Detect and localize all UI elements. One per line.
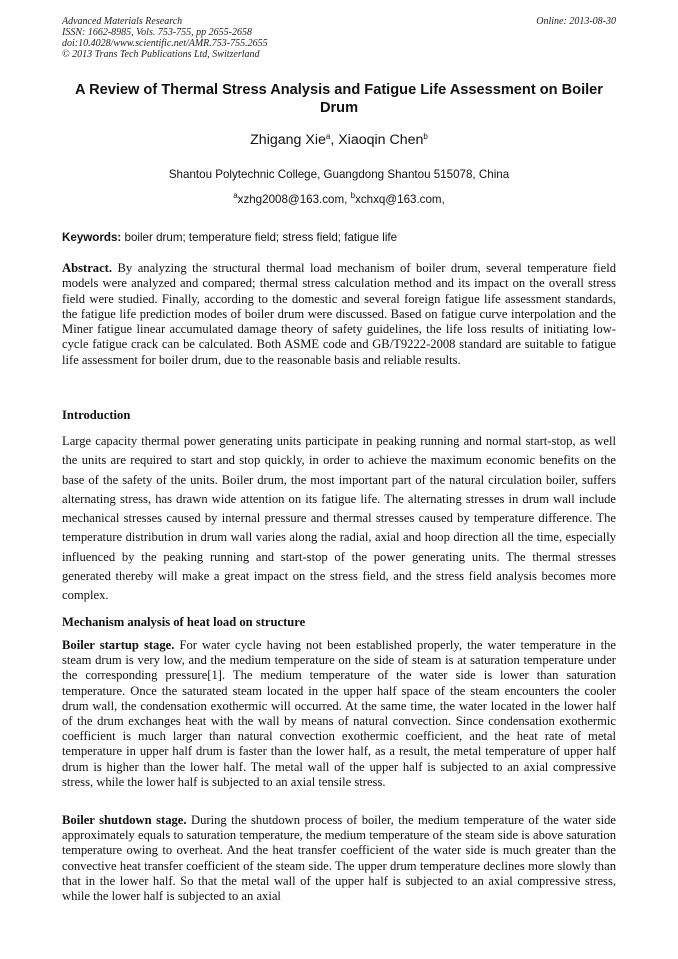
- email-superscript: b: [350, 191, 356, 200]
- abstract-text: By analyzing the structural thermal load mechanism of boiler drum, several temperature field models were analyzed and compared; thermal stress calculation method and its impact on the overall stress field were studied. Finally, according to the domestic and several foreign fatigue life assessment standards, the fatigue life prediction modes of boiler drum were discussed. Based on fatigue curve interpolation and the Miner fatigue linear accumulated damage theory of safety guidelines, the life loss results of initiating low-cycle fatigue crack can be calculated. Both ASME code and GB/T9222-2008 standard are suitable to fatigue life assessment for boiler drum, due to the reasonable basis and reliable results.: [62, 261, 616, 367]
- startup-paragraph: [62, 638, 616, 790]
- email-address[interactable]: xzhg2008@163.com,: [237, 193, 351, 206]
- author-superscript: a: [325, 132, 331, 141]
- shutdown-text: During the shutdown process of boiler, the medium temperature of the water side approximately equals to saturation temperature, the medium temperature of the steam side is above saturation temperature owing to overheat. And the heat transfer coefficient of the water side is much greater than the convective heat transfer coefficient of the steam side. The upper drum temperature declines more slowly than that in the lower half. So that the metal wall of the upper half is subjected to an axial compressive stress, while the lower half is subjected to an axial: [62, 813, 616, 904]
- journal-name: Advanced Materials Research: [62, 16, 183, 27]
- startup-text: For water cycle having not been established properly, the water temperature in the steam drum is very low, and the medium temperature on the side of steam is at saturation temperature under the corresponding pressure[1]. The medium temperature of the water side is lower than saturation temperature. Once the saturated steam located in the upper half space of the steam encounters the cooler drum wall, the condensation exothermic will occurred. At the same time, the water located in the lower half of the drum exchanges heat with the wall by means of natural convection. Since condensation exothermic coefficient is much larger than natural convection exothermic coefficient, and the heat rate of metal temperature in upper half drum is faster than the lower half, as a result, the metal temperature of upper half drum is higher than the lower half. The metal wall of the upper half is subjected to an axial compressive stress, while the lower half is subjected to an axial tensile stress.: [62, 638, 616, 789]
- introduction-paragraph: Large capacity thermal power generating units participate in peaking running and normal start-stop, as well the units are required to start and stop quickly, in order to achieve the maximum economic benefits on the base of the safety of the units. Boiler drum, the most important part of the natural circulation boiler, suffers alternating stress, has drawn wide attention on its fatigue life. The alternating stresses in drum wall include mechanical stresses caused by internal pressure and thermal stresses caused by temperature difference. The temperature distribution in drum wall varies along the radial, axial and hoop direction all the time, especially influenced by the peaking running and start-stop of the power generating units. The thermal stresses generated thereby will make a great impact on the stress field, and the stress field analysis becomes more complex.: [62, 434, 616, 603]
- author-separator: ,: [330, 132, 339, 148]
- keywords-label: Keywords:: [62, 231, 122, 244]
- section-heading-introduction: Introduction: [62, 408, 131, 422]
- section-heading-mechanism: Mechanism analysis of heat load on structure: [62, 615, 306, 629]
- author-name: Zhigang Xie: [250, 132, 326, 148]
- issn-line: ISSN: 1662-8985, Vols. 753-755, pp 2655-2658: [62, 27, 252, 38]
- affiliation: Shantou Polytechnic College, Guangdong Shantou 515078, China: [168, 168, 510, 181]
- abstract-label: Abstract.: [62, 261, 113, 275]
- shutdown-label: Boiler shutdown stage.: [62, 813, 187, 827]
- author-superscript: b: [423, 132, 428, 141]
- doi-line: doi:10.4028/www.scientific.net/AMR.753-755.2655: [62, 38, 268, 49]
- keywords-text: boiler drum; temperature field; stress field; fatigue life: [121, 231, 398, 244]
- email-superscript: a: [233, 191, 238, 200]
- abstract-paragraph: [62, 261, 616, 368]
- author-line: [62, 132, 616, 148]
- keywords: [62, 231, 616, 244]
- paper-title: A Review of Thermal Stress Analysis and Fatigue Life Assessment on Boiler Drum: [75, 82, 603, 116]
- email-line: [62, 193, 616, 206]
- email-address[interactable]: xchxq@163.com,: [355, 193, 445, 206]
- shutdown-paragraph: [62, 813, 616, 904]
- startup-label: Boiler startup stage.: [62, 638, 175, 652]
- journal-header: [62, 16, 616, 60]
- online-date: Online: 2013-08-30: [536, 16, 616, 27]
- copyright-line: © 2013 Trans Tech Publications Ltd, Switzerland: [62, 49, 260, 60]
- author-name: Xiaoqin Chen: [338, 132, 424, 148]
